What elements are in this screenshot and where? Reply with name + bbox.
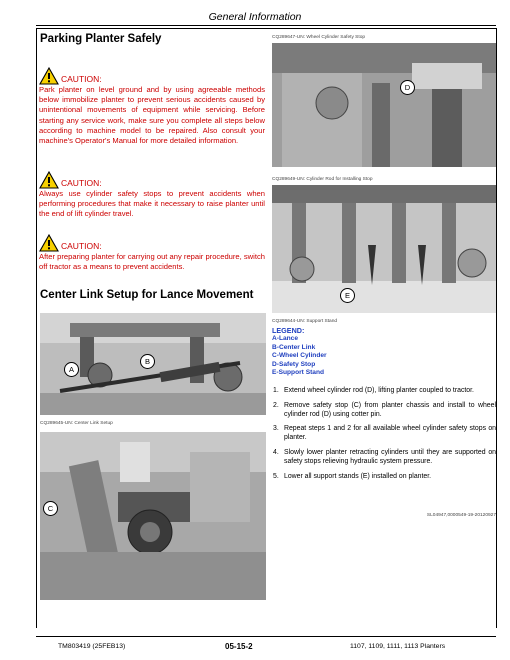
safety-stop-photo [272,43,496,167]
legend-item: C-Wheel Cylinder [272,352,327,360]
footer-page-number: 05-15-2 [225,642,253,651]
caution-label: CAUTION: [61,241,102,251]
footer-models: 1107, 1109, 1111, 1113 Planters [350,643,446,650]
legend-title: LEGEND: [272,326,305,335]
wheel-cylinder-illustration [40,432,266,600]
step-text: Slowly lower planter retracting cylinders until they are supported on safety stops relieving hydraulic system pressure. [284,448,496,465]
header-rule-secondary [36,28,496,29]
warning-triangle-icon [39,171,59,189]
wheel-cylinder-photo [40,432,266,600]
step-item [273,473,496,482]
cylinder-rod-photo [272,185,496,313]
legend-list [272,335,327,378]
step-text: Remove safety stop (C) from planter chassis and install to wheel cylinder rod (D) using cotter pin. [284,401,496,418]
step-number: 1. [273,387,279,394]
right-border [496,28,497,628]
warning-triangle-icon [39,67,59,85]
footer-manual-id: TM803419 (25FEB13) [58,643,126,650]
step-number: 2. [273,401,279,409]
step-text: Repeat steps 1 and 2 for all available wheel cylinder safety stops on planter. [284,425,496,442]
step-number: 3. [273,425,279,433]
header-rule [36,25,496,26]
caution-label: CAUTION: [61,74,102,84]
step-text: Extend wheel cylinder rod (D), lifting planter coupled to tractor. [284,387,474,394]
callout-d: D [400,80,415,95]
caution-text: Park planter on level ground and by using agreeable methods below immobilize planter to prevent serious accidents caused by unintentional movements of equipment while servicing. Before starting any service work, make sure you complete all steps below according to machine model to be repaired. Also consult your machine's Operator's Manual for more detailed information. [39,85,265,146]
callout-c: C [43,501,58,516]
caution-text: Always use cylinder safety stops to prevent accidents when performing procedures that make it necessary to raise planter until the end of lift cylinder travel. [39,189,265,219]
step-number: 4. [273,448,279,456]
step-text: Lower all support stands (E) installed on planter. [284,472,432,480]
step-item [273,402,496,420]
legend-item: A-Lance [272,335,299,342]
parking-title: Parking Planter Safely [40,33,162,45]
warning-triangle-icon [39,234,59,252]
legend-item: B-Center Link [272,343,316,351]
legend-item: D-Safety Stop [272,360,316,368]
caution-block-1 [39,63,265,146]
caution-label: CAUTION: [61,178,102,188]
center-link-title: Center Link Setup for Lance Movement [40,289,254,301]
procedure-steps [273,387,496,487]
figure-caption: CQ289644-UN: Support Stand [272,319,338,324]
step-item [273,449,496,467]
safety-stop-illustration [272,43,496,167]
step-item [273,425,496,443]
cylinder-rod-illustration [272,185,496,313]
left-border [36,28,37,628]
center-link-photo [40,313,266,415]
step-item [273,387,496,396]
callout-a: A [64,362,79,377]
caution-text: After preparing planter for carrying out any repair procedure, switch off tractor as a means to prevent accidents. [39,252,265,272]
caution-block-3 [39,230,265,272]
caution-block-2 [39,167,265,220]
figure-caption: CQ289649-UN: Cylinder Rod for Installing Stop [272,177,373,182]
callout-b: B [140,354,155,369]
page-header-title: General Information [208,11,302,23]
figure-caption: CQ289647-UN: Wheel Cylinder Safety Stop [272,35,366,40]
document-reference: SL04947,0000549-19-20120927 [426,513,496,518]
footer-rule [36,636,496,637]
legend-item: E-Support Stand [272,369,325,377]
step-number: 5. [273,472,279,480]
figure-caption: CQ289645-UN: Center Link Setup [40,421,113,426]
callout-e: E [340,288,355,303]
